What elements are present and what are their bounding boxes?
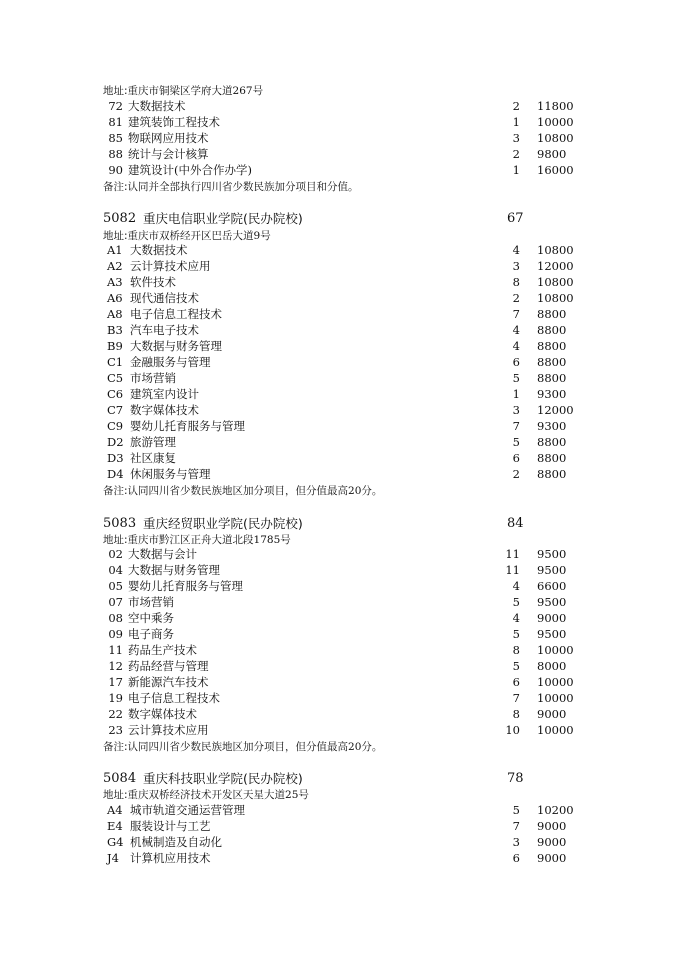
major-code: A3: [107, 275, 123, 289]
major-code: 09: [108, 627, 123, 641]
major-fee: 10000: [537, 723, 574, 737]
major-name: 建筑室内设计: [130, 387, 199, 401]
major-fee: 9300: [537, 419, 567, 433]
school-address: [103, 227, 663, 243]
major-name: 旅游管理: [130, 435, 176, 449]
major-code: B9: [107, 339, 123, 353]
major-row: [0, 626, 680, 642]
major-fee: 8800: [537, 323, 567, 337]
major-row: [0, 706, 680, 722]
major-name: 大数据与会计: [128, 547, 197, 561]
major-code: 17: [108, 675, 123, 689]
major-count: 5: [512, 435, 520, 449]
major-name: 电子信息工程技术: [128, 691, 220, 705]
major-count: 7: [512, 691, 520, 705]
major-row: [0, 306, 680, 322]
major-fee: 10200: [537, 803, 574, 817]
major-fee: 9000: [537, 611, 567, 625]
major-fee: 8800: [537, 371, 567, 385]
address-text: 重庆市黔江区正舟大道北段1785号: [127, 534, 291, 546]
major-fee: 6600: [537, 579, 567, 593]
major-fee: 10000: [537, 675, 574, 689]
major-fee: 9500: [537, 595, 567, 609]
major-name: 数字媒体技术: [130, 403, 199, 417]
major-count: 1: [512, 387, 520, 401]
major-name: 统计与会计核算: [128, 147, 209, 161]
major-row: [0, 418, 680, 434]
major-code: A2: [107, 259, 123, 273]
major-name: 市场营销: [130, 371, 176, 385]
major-count: 2: [512, 147, 520, 161]
major-code: 88: [108, 147, 123, 161]
major-row: [0, 722, 680, 738]
major-name: 云计算技术应用: [130, 259, 211, 273]
major-name: 药品生产技术: [128, 643, 197, 657]
major-code: 72: [108, 99, 123, 113]
major-count: 2: [512, 467, 520, 481]
major-count: 3: [512, 403, 520, 417]
address-text: 重庆市铜梁区学府大道267号: [127, 85, 264, 97]
major-fee: 9500: [537, 627, 567, 641]
major-count: 11: [505, 547, 520, 561]
major-code: 08: [108, 611, 123, 625]
address-label: 地址:: [103, 789, 128, 801]
major-row: [0, 274, 680, 290]
major-fee: 10000: [537, 115, 574, 129]
major-count: 5: [512, 659, 520, 673]
major-code: D3: [107, 451, 124, 465]
major-name: 婴幼儿托育服务与管理: [128, 579, 243, 593]
major-row: [0, 610, 680, 626]
major-count: 6: [512, 851, 520, 865]
major-count: 10: [505, 723, 520, 737]
major-count: 8: [512, 643, 520, 657]
major-row: [0, 114, 680, 130]
major-count: 4: [512, 611, 520, 625]
school-quota: 84: [507, 516, 524, 531]
major-count: 4: [512, 323, 520, 337]
major-count: 3: [512, 259, 520, 273]
major-code: A8: [107, 307, 123, 321]
major-fee: 9500: [537, 547, 567, 561]
major-count: 3: [512, 131, 520, 145]
major-name: 空中乘务: [128, 611, 174, 625]
note-text: 认同四川省少数民族地区加分项目，但分值最高20分。: [127, 741, 383, 753]
major-code: C1: [107, 355, 124, 369]
major-name: 物联网应用技术: [128, 131, 209, 145]
address-label: 地址:: [103, 534, 128, 546]
major-fee: 9800: [537, 147, 567, 161]
major-fee: 9000: [537, 819, 567, 833]
major-count: 7: [512, 819, 520, 833]
major-code: A4: [107, 803, 123, 817]
major-name: 城市轨道交通运营管理: [130, 803, 245, 817]
major-row: [0, 434, 680, 450]
school-address: [103, 82, 663, 98]
school-code: 5082: [103, 211, 137, 226]
major-code: C9: [107, 419, 124, 433]
note-label: 备注:: [103, 485, 128, 497]
major-code: D4: [107, 467, 124, 481]
major-count: 5: [512, 595, 520, 609]
major-name: 新能源汽车技术: [128, 675, 209, 689]
major-code: 12: [108, 659, 123, 673]
major-fee: 12000: [537, 403, 574, 417]
major-row: [0, 290, 680, 306]
address-text: 重庆双桥经济技术开发区天星大道25号: [127, 789, 309, 801]
major-code: 02: [108, 547, 123, 561]
major-row: [0, 162, 680, 178]
major-count: 4: [512, 243, 520, 257]
major-row: [0, 834, 680, 850]
major-row: [0, 338, 680, 354]
major-row: [0, 386, 680, 402]
major-code: 19: [108, 691, 123, 705]
major-code: 23: [108, 723, 123, 737]
major-code: E4: [107, 819, 123, 833]
major-row: [0, 674, 680, 690]
major-row: [0, 130, 680, 146]
major-row: [0, 354, 680, 370]
major-count: 3: [512, 835, 520, 849]
major-row: [0, 850, 680, 866]
major-fee: 8800: [537, 467, 567, 481]
major-fee: 9300: [537, 387, 567, 401]
major-count: 4: [512, 339, 520, 353]
major-fee: 9000: [537, 707, 567, 721]
major-code: A6: [107, 291, 123, 305]
major-name: 大数据与财务管理: [128, 563, 220, 577]
major-row: [0, 258, 680, 274]
major-row: [0, 402, 680, 418]
major-row: [0, 818, 680, 834]
major-count: 8: [512, 275, 520, 289]
major-code: 07: [108, 595, 123, 609]
major-name: 机械制造及自动化: [130, 835, 222, 849]
major-fee: 10800: [537, 131, 574, 145]
major-fee: 8800: [537, 339, 567, 353]
major-fee: 8800: [537, 451, 567, 465]
major-name: 电子信息工程技术: [130, 307, 222, 321]
major-code: 81: [108, 115, 123, 129]
address-text: 重庆市双桥经开区巴岳大道9号: [127, 230, 271, 242]
major-code: D2: [107, 435, 124, 449]
major-fee: 10800: [537, 275, 574, 289]
major-fee: 11800: [537, 99, 574, 113]
major-row: [0, 546, 680, 562]
major-code: 85: [108, 131, 123, 145]
major-count: 1: [512, 115, 520, 129]
major-code: B3: [107, 323, 123, 337]
major-name: 建筑设计(中外合作办学): [128, 163, 252, 177]
school-name: 重庆电信职业学院(民办院校): [143, 211, 303, 226]
major-name: 药品经营与管理: [128, 659, 209, 673]
major-count: 2: [512, 291, 520, 305]
school-code: 5083: [103, 516, 137, 531]
major-row: [0, 642, 680, 658]
major-code: G4: [107, 835, 124, 849]
major-name: 数字媒体技术: [128, 707, 197, 721]
major-count: 7: [512, 419, 520, 433]
major-row: [0, 466, 680, 482]
major-name: 软件技术: [130, 275, 176, 289]
major-code: J4: [107, 851, 119, 865]
major-row: [0, 594, 680, 610]
major-name: 大数据技术: [128, 99, 186, 113]
major-fee: 8800: [537, 435, 567, 449]
major-count: 5: [512, 627, 520, 641]
major-row: [0, 802, 680, 818]
major-name: 社区康复: [130, 451, 176, 465]
major-code: 04: [108, 563, 123, 577]
address-label: 地址:: [103, 230, 128, 242]
major-name: 市场营销: [128, 595, 174, 609]
school-note: [103, 178, 663, 194]
major-fee: 16000: [537, 163, 574, 177]
major-code: 22: [108, 707, 123, 721]
note-label: 备注:: [103, 741, 128, 753]
major-fee: 10000: [537, 643, 574, 657]
major-fee: 8000: [537, 659, 567, 673]
major-count: 11: [505, 563, 520, 577]
major-row: [0, 658, 680, 674]
major-count: 4: [512, 579, 520, 593]
major-count: 2: [512, 99, 520, 113]
major-row: [0, 370, 680, 386]
major-name: 服装设计与工艺: [130, 819, 211, 833]
major-row: [0, 242, 680, 258]
major-row: [0, 146, 680, 162]
major-fee: 9500: [537, 563, 567, 577]
major-name: 电子商务: [128, 627, 174, 641]
major-name: 汽车电子技术: [130, 323, 199, 337]
school-quota: 78: [507, 771, 524, 786]
school-address: [103, 531, 663, 547]
major-name: 云计算技术应用: [128, 723, 209, 737]
major-row: [0, 98, 680, 114]
major-code: 11: [108, 643, 123, 657]
major-row: [0, 450, 680, 466]
major-count: 1: [512, 163, 520, 177]
school-quota: 67: [507, 211, 524, 226]
major-fee: 9000: [537, 835, 567, 849]
major-name: 现代通信技术: [130, 291, 199, 305]
major-fee: 10000: [537, 691, 574, 705]
school-name: 重庆科技职业学院(民办院校): [143, 771, 303, 786]
major-count: 5: [512, 371, 520, 385]
major-code: C5: [107, 371, 124, 385]
major-row: [0, 578, 680, 594]
major-count: 8: [512, 707, 520, 721]
major-name: 婴幼儿托育服务与管理: [130, 419, 245, 433]
major-code: A1: [107, 243, 123, 257]
major-code: C7: [107, 403, 124, 417]
major-name: 计算机应用技术: [130, 851, 211, 865]
major-name: 大数据与财务管理: [130, 339, 222, 353]
major-code: 90: [108, 163, 123, 177]
major-fee: 12000: [537, 259, 574, 273]
major-count: 5: [512, 803, 520, 817]
major-count: 6: [512, 451, 520, 465]
school-note: [103, 482, 663, 498]
major-name: 建筑装饰工程技术: [128, 115, 220, 129]
major-name: 金融服务与管理: [130, 355, 211, 369]
major-row: [0, 690, 680, 706]
major-name: 大数据技术: [130, 243, 188, 257]
major-fee: 8800: [537, 307, 567, 321]
school-note: [103, 738, 663, 754]
note-text: 认同并全部执行四川省少数民族加分项目和分值。: [127, 181, 359, 193]
major-name: 休闲服务与管理: [130, 467, 211, 481]
major-row: [0, 322, 680, 338]
note-text: 认同四川省少数民族地区加分项目，但分值最高20分。: [127, 485, 383, 497]
major-count: 7: [512, 307, 520, 321]
school-address: [103, 786, 663, 802]
major-fee: 10800: [537, 243, 574, 257]
major-fee: 8800: [537, 355, 567, 369]
major-count: 6: [512, 675, 520, 689]
major-code: C6: [107, 387, 124, 401]
major-count: 6: [512, 355, 520, 369]
address-label: 地址:: [103, 85, 128, 97]
major-code: 05: [108, 579, 123, 593]
school-code: 5084: [103, 771, 137, 786]
note-label: 备注:: [103, 181, 128, 193]
major-row: [0, 562, 680, 578]
major-fee: 10800: [537, 291, 574, 305]
school-name: 重庆经贸职业学院(民办院校): [143, 516, 303, 531]
major-fee: 9000: [537, 851, 567, 865]
